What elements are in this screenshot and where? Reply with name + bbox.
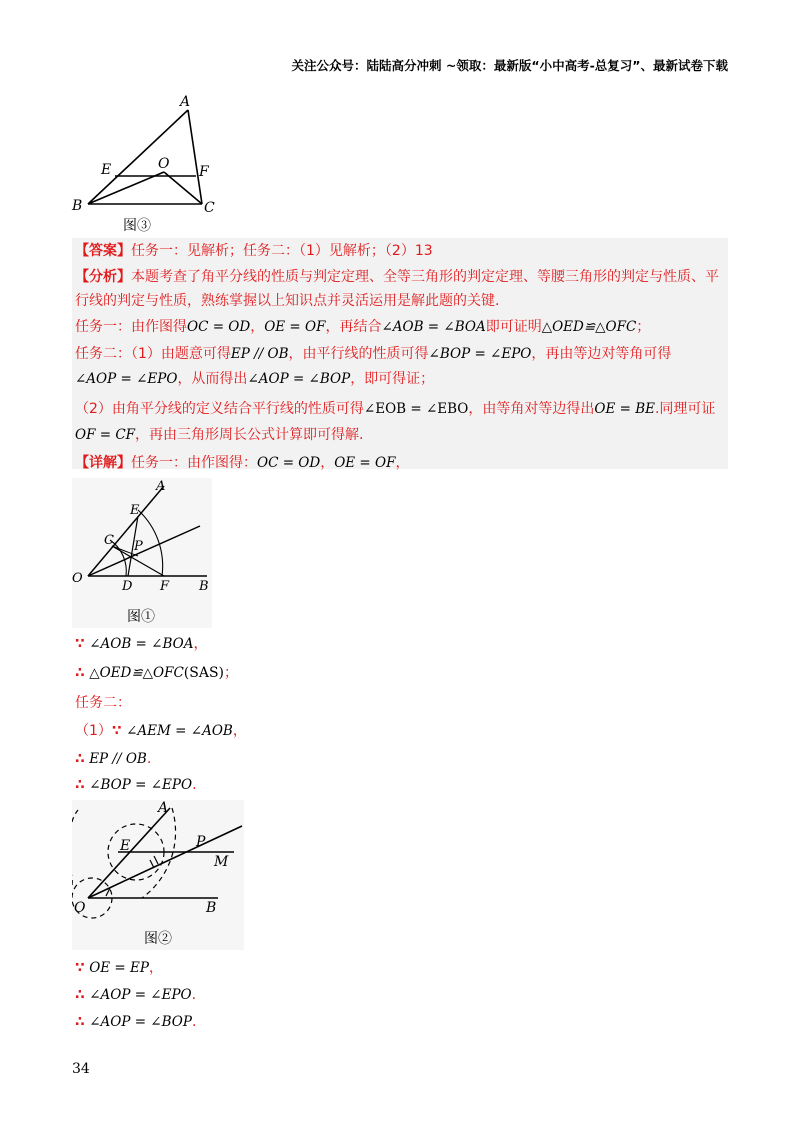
math-oe-be: OE = BE [594,401,655,417]
period: . [146,751,152,767]
math-aem-aob: ∠AEM = ∠AOB [126,723,233,739]
fig1-label-d: D [122,579,133,594]
analysis-text-1: 本题考查了角平分线的性质与判定定理、全等三角形的判定定理、等腰三角形的判定与性质、平 [131,269,719,285]
answer-tag: 【答案】 [75,243,131,259]
fig3-label-b: B [72,198,83,214]
fig2-label-b: B [206,900,217,916]
fig3-label-o: O [158,156,170,172]
fig1-label-p: P [134,539,143,554]
fig3-label-e: E [101,162,112,178]
proof2-line-2 [75,984,196,1006]
item-number: （1） [75,723,112,739]
because-symbol: ∵ [111,723,122,739]
fig2-label-p: P [196,834,206,850]
fig2-label-m: M [214,854,229,870]
analysis-line-1 [75,266,719,288]
task2b-mid: ，从而得出 [177,371,248,387]
task2-title [75,692,131,714]
fig2-label-e: E [120,838,131,854]
math-angle-aob: ∠AOB = ∠BOA [381,319,486,335]
analysis-tag: 【分析】 [75,269,131,285]
analysis-text-2: 行线的判定与性质，熟练掌握以上知识点并灵活运用是解此题的关键. [75,293,500,309]
therefore-symbol: ∴ [75,777,85,793]
task2b-post: ，即可得证； [350,371,435,387]
answer-text: 任务一：见解析；任务二：（1）见解析；（2）13 [131,243,433,259]
fig1-label-f: F [160,579,170,594]
fig2-caption: 图② [144,931,172,947]
task2-line-1 [75,720,247,742]
detail-line [75,452,409,474]
proof2-line-1 [75,957,163,979]
therefore-symbol: ∴ [75,987,85,1003]
because-symbol: ∵ [75,636,85,652]
math-aob-boa: ∠AOB = ∠BOA [89,636,194,652]
fig3-label-c: C [204,200,215,216]
math-congruent: △OED≌△OFC [541,319,637,335]
period: . [191,1014,197,1030]
analysis-task2 [75,343,671,365]
detail-tag: 【详解】 [75,455,131,471]
task1-pre: 任务一：由作图得 [75,319,187,335]
math-aop-epo-2: ∠AOP = ∠EPO [89,987,192,1003]
task2-title-text: 任务二： [75,695,131,711]
fig3-caption: 图③ [123,218,151,234]
math-ep-ob: EP // OB [230,346,289,362]
comma: ， [232,723,247,739]
comma: ， [250,319,265,335]
comma: ， [395,455,410,471]
math-aop-bop: ∠AOP = ∠BOP [247,371,351,387]
therefore-symbol: ∴ [75,751,85,767]
period: . [192,777,197,793]
part2-pre: （2）由角平分线的定义结合平行线的性质可得 [75,401,364,417]
proof2-line-3 [75,1011,196,1033]
page-header: 关注公众号：陆陆高分冲刺 ~领取：最新版“小中高考-总复习”、最新试卷下载 [291,58,728,73]
comma: ， [320,455,335,471]
math-bop-epo: ∠BOP = ∠EPO [428,346,532,362]
math-ep-ob-2: EP // OB [89,751,147,767]
proof1-line-2 [75,662,238,684]
fig1-label-c: C [104,533,114,548]
fig2-label-o: O [74,900,86,916]
therefore-symbol: ∴ [75,665,85,681]
fig1-label-a: A [156,479,166,494]
figure-1 [72,478,212,628]
task2-mid: ，由平行线的性质可得 [288,346,429,362]
math-oc-od: OC = OD [187,319,251,335]
math-oe-of: OE = OF [264,319,326,335]
math-aop-epo: ∠AOP = ∠EPO [75,371,178,387]
figure-3 [68,92,228,242]
math-bop-epo-2: ∠BOP = ∠EPO [89,777,193,793]
math-oe-of-2: OE = OF [334,455,396,471]
semicolon: ； [224,665,239,681]
task2-post: ，再由等边对等角可得 [531,346,672,362]
because-symbol: ∵ [75,960,85,976]
math-eob-ebo: ∠EOB = ∠EBO [363,401,469,417]
math-congruent-2: △OED≌△OFC [89,665,184,681]
task1-mid: ，再结合 [325,319,382,335]
page-number: 34 [72,1061,90,1077]
figure-2 [72,800,244,950]
analysis-part2 [75,398,715,420]
part2-post: .同理可证 [654,401,716,417]
proof1-line-1 [75,633,207,655]
task1-post: 即可证明 [485,319,542,335]
analysis-task1 [75,316,650,338]
fig2-label-a: A [158,800,169,816]
math-of-cf: OF = CF [75,427,136,443]
task2-line-2 [75,748,151,770]
task1-end: ； [636,319,651,335]
math-oe-ep: OE = EP [89,960,149,976]
fig1-caption: 图① [127,609,155,625]
fig3-label-f: F [199,164,209,180]
period: . [191,987,197,1003]
analysis-part2b [75,424,363,446]
fig1-label-b: B [199,579,209,594]
detail-text: 任务一：由作图得： [131,455,257,471]
task2-pre: 任务二：（1）由题意可得 [75,346,231,362]
fig3-label-a: A [180,94,191,110]
task2-line-3 [75,774,197,796]
math-aop-bop-2: ∠AOP = ∠BOP [89,1014,192,1030]
comma: ， [193,636,208,652]
part2b-post: ，再由三角形周长公式计算即可得解. [135,427,364,443]
fig1-label-e: E [130,503,140,518]
answer-line [75,240,433,262]
analysis-task2b [75,368,434,390]
part2-mid: ，由等角对等边得出 [468,401,595,417]
sas-label: (SAS) [183,665,225,681]
math-oc-od-2: OC = OD [257,455,321,471]
fig1-label-o: O [72,571,83,586]
therefore-symbol: ∴ [75,1014,85,1030]
comma: ， [148,960,163,976]
analysis-line-2 [75,290,499,312]
